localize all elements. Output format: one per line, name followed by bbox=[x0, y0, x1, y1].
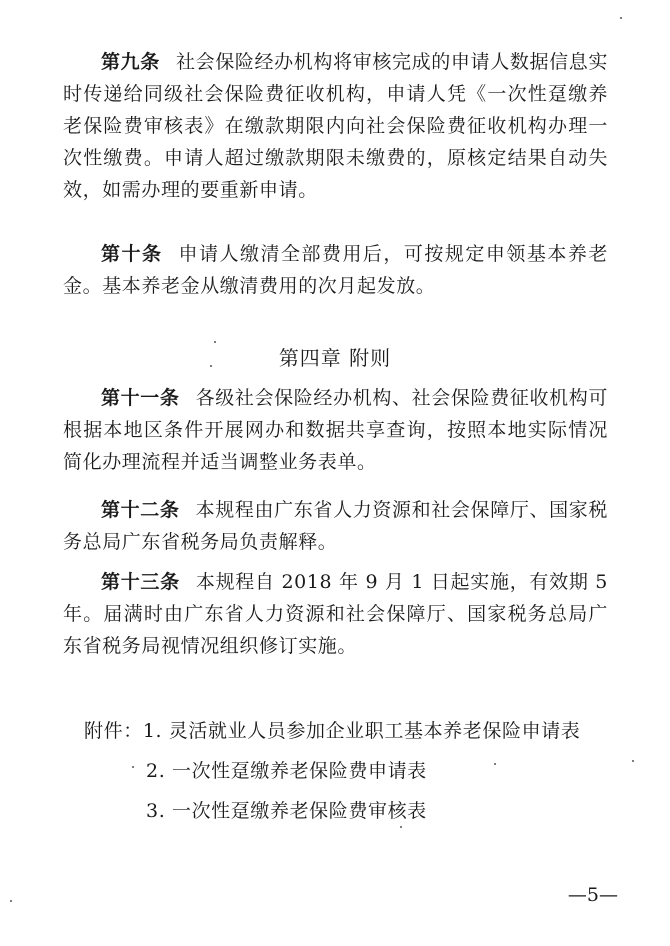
scan-speck bbox=[214, 341, 216, 343]
attachment-prefix: 附件： bbox=[84, 720, 143, 742]
attachment-item-2: 2. 一次性趸缴养老保险费申请表 bbox=[146, 760, 427, 782]
article-11-label: 第十一条 bbox=[101, 387, 180, 409]
scan-speck bbox=[210, 365, 212, 367]
scan-speck bbox=[620, 17, 622, 19]
article-13 bbox=[63, 566, 608, 662]
page-number: —5— bbox=[567, 884, 618, 906]
scan-speck bbox=[632, 760, 634, 762]
article-10-text: 申请人缴清全部费用后，可按规定申领基本养老金。基本养老金从缴清费用的次月起发放。 bbox=[63, 243, 608, 297]
article-12-label: 第十二条 bbox=[101, 499, 180, 521]
article-9-label: 第九条 bbox=[101, 51, 160, 73]
attachment-list bbox=[84, 716, 580, 743]
article-9-text: 社会保险经办机构将审核完成的申请人数据信息实时传递给同级社会保险费征收机构，申请人凭《一次性趸缴养老保险费审核表》在缴款期限内向社会保险费征收机构办理一次性缴费。申请人超过缴款期限未缴费的，原核定结果自动失效，如需办理的要重新申请。 bbox=[63, 51, 608, 201]
article-12-text: 本规程由广东省人力资源和社会保障厅、国家税务总局广东省税务局负责解释。 bbox=[63, 499, 608, 553]
article-13-text: 本规程自 2018 年 9 月 1 日起实施，有效期 5 年。届满时由广东省人力资源和社会保障厅、国家税务总局广东省税务局视情况组织修订实施。 bbox=[63, 571, 608, 657]
scan-speck bbox=[10, 900, 12, 902]
article-13-label: 第十三条 bbox=[101, 571, 180, 593]
attachment-item-3: 3. 一次性趸缴养老保险费审核表 bbox=[146, 800, 427, 822]
chapter-title: 第四章 附则 bbox=[278, 346, 392, 370]
article-9 bbox=[63, 46, 608, 206]
article-11 bbox=[63, 382, 608, 478]
article-10 bbox=[63, 238, 608, 302]
scan-speck bbox=[132, 766, 134, 768]
scan-speck bbox=[400, 826, 402, 828]
article-11-text: 各级社会保险经办机构、社会保险费征收机构可根据本地区条件开展网办和数据共享查询，按照本地实际情况简化办理流程并适当调整业务表单。 bbox=[63, 387, 608, 473]
attachment-item-1: 1. 灵活就业人员参加企业职工基本养老保险申请表 bbox=[142, 720, 581, 742]
article-12 bbox=[63, 494, 608, 558]
article-10-label: 第十条 bbox=[101, 243, 163, 265]
scan-speck bbox=[494, 763, 496, 765]
